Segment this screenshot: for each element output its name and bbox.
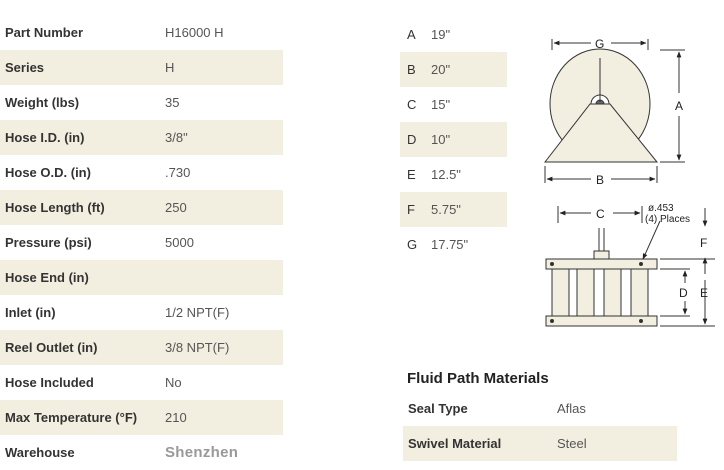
spec-row-hose-included	[0, 365, 283, 400]
spec-label: Hose Included	[5, 375, 94, 390]
dimension-letter: D	[407, 132, 417, 147]
dimension-value: 12.5"	[431, 167, 461, 182]
spec-value: H16000 H	[165, 25, 224, 40]
spec-table	[0, 15, 283, 470]
dimension-value: 20"	[431, 62, 451, 77]
dimension-value: 17.75"	[431, 237, 469, 252]
spec-row-inlet	[0, 295, 283, 330]
dimension-row-d	[400, 122, 507, 157]
spec-label: Series	[5, 60, 45, 75]
spec-label: Warehouse	[5, 445, 75, 460]
spec-row-hose-end	[0, 260, 283, 295]
spec-row-max-temperature	[0, 400, 283, 435]
spec-value: 3/8 NPT(F)	[165, 340, 230, 355]
dimension-letter: E	[407, 167, 416, 182]
fluid-path-row-seal-type	[403, 391, 677, 426]
spec-label: Part Number	[5, 25, 84, 40]
spec-label: Inlet (in)	[5, 305, 56, 320]
spec-label: Hose End (in)	[5, 270, 89, 285]
spec-label: Hose O.D. (in)	[5, 165, 91, 180]
dimension-row-a	[400, 17, 507, 52]
hole-count-note: (4) Places	[645, 214, 691, 225]
dimension-letter: B	[407, 62, 416, 77]
spec-value: 250	[165, 200, 187, 215]
spec-label: Reel Outlet (in)	[5, 340, 98, 355]
spec-label: Hose I.D. (in)	[5, 130, 85, 145]
dimension-value: 15"	[431, 97, 451, 112]
spec-row-reel-outlet	[0, 330, 283, 365]
spec-value: H	[165, 60, 175, 75]
dimension-letter: C	[407, 97, 417, 112]
spec-row-weight	[0, 85, 283, 120]
spec-value: No	[165, 375, 182, 390]
spec-value: 1/2 NPT(F)	[165, 305, 230, 320]
dimension-label-f: F	[700, 236, 708, 250]
hose-reel-dimension-drawing	[535, 30, 720, 335]
dimension-row-f	[400, 192, 507, 227]
dimension-letter: A	[407, 27, 416, 42]
spec-row-warehouse	[0, 435, 283, 470]
spec-value: 5000	[165, 235, 194, 250]
dimension-label-d: D	[679, 286, 688, 300]
spec-value: .730	[165, 165, 191, 180]
hole-diameter-note: ø.453	[648, 203, 674, 214]
spec-row-part-number	[0, 15, 283, 50]
dimension-letter: F	[407, 202, 415, 217]
dimension-value: 5.75"	[431, 202, 461, 217]
dimension-label-g: G	[595, 37, 605, 51]
dimension-row-b	[400, 52, 507, 87]
dimension-row-c	[400, 87, 507, 122]
dimension-label-a: A	[675, 99, 684, 113]
spec-label: Hose Length (ft)	[5, 200, 105, 215]
spec-row-series	[0, 50, 283, 85]
spec-label: Max Temperature (°F)	[5, 410, 138, 425]
fluid-path-value: Aflas	[557, 401, 586, 416]
spec-label: Weight (lbs)	[5, 95, 80, 110]
spec-row-hose-length	[0, 190, 283, 225]
spec-value: 35	[165, 95, 180, 110]
fluid-path-row-swivel-material	[403, 426, 677, 461]
fluid-path-table	[403, 391, 677, 461]
fluid-path-label: Swivel Material	[408, 436, 502, 451]
spec-label: Pressure (psi)	[5, 235, 92, 250]
side-view	[545, 39, 685, 183]
dimension-value: 10"	[431, 132, 451, 147]
dimension-table	[400, 17, 507, 262]
dimension-label-b: B	[596, 173, 605, 187]
spec-value: 210	[165, 410, 187, 425]
spec-row-hose-od	[0, 155, 283, 190]
fluid-path-value: Steel	[557, 436, 587, 451]
fluid-path-title: Fluid Path Materials	[407, 370, 549, 387]
spec-row-pressure	[0, 225, 283, 260]
spec-row-hose-id	[0, 120, 283, 155]
dimension-letter: G	[407, 237, 418, 252]
dimension-value: 19"	[431, 27, 451, 42]
dimension-label-e: E	[700, 286, 709, 300]
dimension-label-c: C	[596, 207, 605, 221]
dimension-row-g	[400, 227, 507, 262]
spec-value: Shenzhen	[165, 444, 239, 461]
spec-value: 3/8"	[165, 130, 188, 145]
dimension-row-e	[400, 157, 507, 192]
fluid-path-label: Seal Type	[408, 401, 468, 416]
